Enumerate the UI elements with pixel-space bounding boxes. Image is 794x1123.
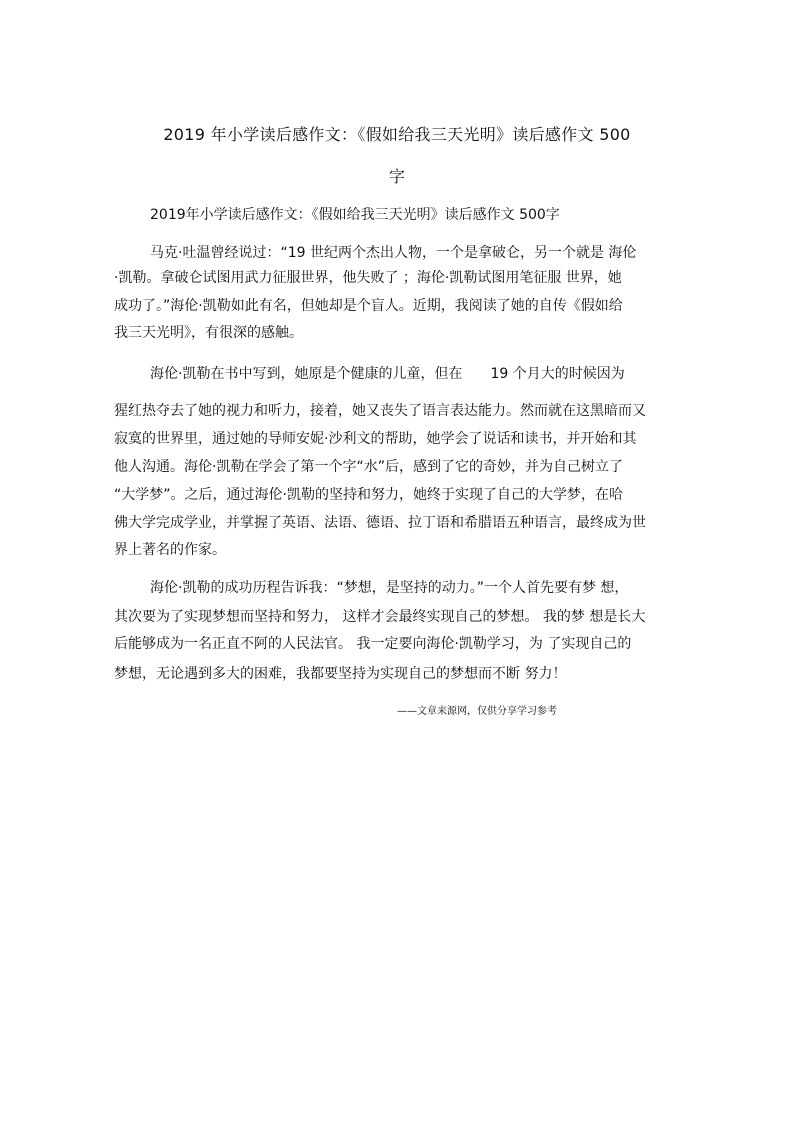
paragraph-3-line-2: 其次要为了实现梦想而坚持和努力， 这样才会最终实现自己的梦想。 我的梦 想是长大 <box>114 609 646 625</box>
document-title-line-1: 2019 年小学读后感作文：《假如给我三天光明》读后感作文 500 <box>163 125 631 144</box>
paragraph-2-line-3: 寂寞的世界里，通过她的导师安妮·沙利文的帮助，她学会了说话和读书，并开始和其 <box>114 431 637 447</box>
document-title-line-2: 字 <box>388 167 406 186</box>
source-footer-note: ——文章来源网，仅供分享学习参考 <box>397 706 557 717</box>
paragraph-3-line-1: 海伦·凯勒的成功历程告诉我：“梦想，是坚持的动力。”一个人首先要有梦 想， <box>150 580 629 596</box>
paragraph-3-line-3: 后能够成为一名正直不阿的人民法官。 我一定要向海伦·凯勒学习，为 了实现自己的 <box>114 636 632 652</box>
paragraph-1-line-4: 我三天光明》，有很深的感触。 <box>114 325 303 341</box>
paragraph-1-line-1: 马克·吐温曾经说过：“19 世纪两个杰出人物，一个是拿破仑，另一个就是 海伦 <box>150 245 637 261</box>
paragraph-2-line-1: 海伦·凯勒在书中写到，她原是个健康的儿童，但在 19 个月大的时候因为 <box>150 366 625 382</box>
paragraph-1-line-3: 成功了。”海伦·凯勒如此有名，但她却是个盲人。近期，我阅读了她的自传《假如给 <box>114 298 623 314</box>
paragraph-2-line-7: 界上著名的作家。 <box>114 542 226 558</box>
paragraph-2-line-4: 他人沟通。海伦·凯勒在学会了第一个字“水”后，感到了它的奇妙，并为自己树立了 <box>114 459 623 475</box>
paragraph-2-line-2: 猩红热夺去了她的视力和听力，接着，她又丧失了语言表达能力。然而就在这黑暗而又 <box>114 403 646 419</box>
paragraph-1-line-2: ·凯勒。拿破仑试图用武力征服世界，他失败了 ；海伦·凯勒试图用笔征服 世界，她 <box>114 270 622 286</box>
document-subtitle: 2019年小学读后感作文：《假如给我三天光明》读后感作文 500字 <box>150 207 560 223</box>
paragraph-3-line-4: 梦想，无论遇到多大的困难，我都要坚持为实现自己的梦想而不断 努力！ <box>114 666 567 682</box>
paragraph-2-line-6: 佛大学完成学业，并掌握了英语、法语、德语、拉丁语和希腊语五种语言，最终成为世 <box>114 515 646 531</box>
paragraph-2-line-5: “大学梦”。之后，通过海伦·凯勒的坚持和努力，她终于实现了自己的大学梦，在哈 <box>114 487 623 503</box>
